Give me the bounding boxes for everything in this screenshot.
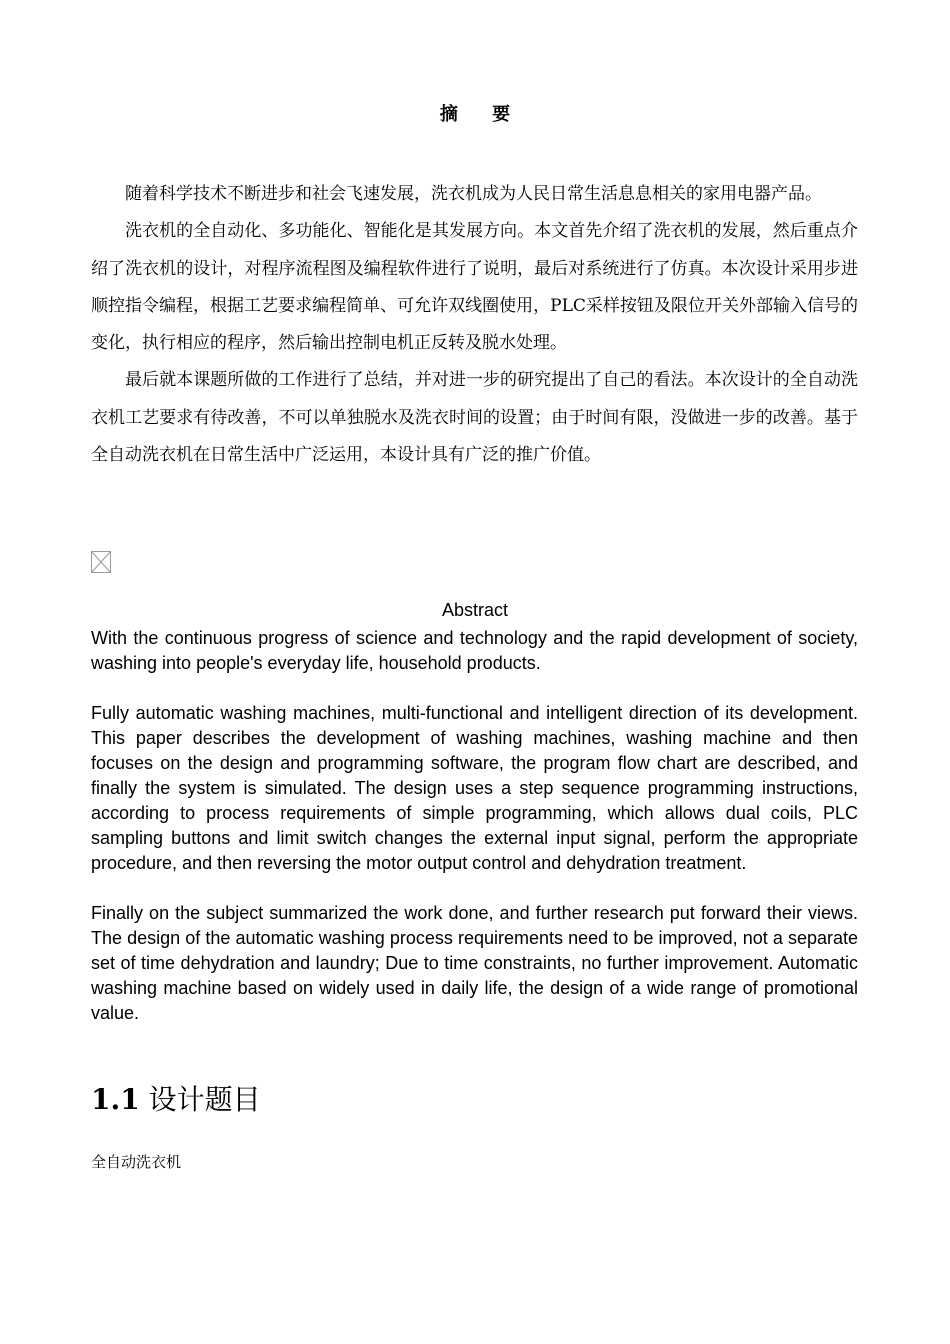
- abstract-en-body: [91, 626, 858, 1051]
- abstract-en-paragraph-1: With the continuous progress of science and technology and the rapid development of society, washing into people's everyday life, household products.: [91, 628, 858, 673]
- section-text: 全自动洗衣机: [91, 1153, 182, 1171]
- abstract-cn-title: 摘 要: [439, 104, 525, 125]
- section-title: 设计题目: [148, 1083, 261, 1116]
- abstract-en-title: Abstract: [441, 600, 509, 620]
- abstract-en-paragraph-3: Finally on the subject summarized the work done, and further research put forward their views. The design of the automatic washing process requirements need to be improved, not a separate set of time dehydration and laundry; Due to time constraints, no further improvement. Automatic washing machine based on widely used in daily life, the design of a wide range of promotional value.: [91, 903, 858, 1023]
- section-number: 1.1: [91, 1083, 140, 1116]
- abstract-cn-paragraph-2: 洗衣机的全自动化、多功能化、智能化是其发展方向。本文首先介绍了洗衣机的发展，然后重点介绍了洗衣机的设计，对程序流程图及编程软件进行了说明，最后对系统进行了仿真。本次设计采用步进顺控指令编程，根据工艺要求编程简单、可允许双线圈使用，PLC采样按钮及限位开关外部输入信号的变化，执行相应的程序，然后输出控制电机正反转及脱水处理。: [91, 221, 858, 354]
- abstract-cn-paragraph-1: 随着科学技术不断进步和社会飞速发展，洗衣机成为人民日常生活息息相关的家用电器产品。: [125, 184, 822, 204]
- abstract-en-paragraph-2: Fully automatic washing machines, multi-functional and intelligent direction of its development. This paper describes the development of washing machines, washing machine and then focuses on the design and programming software, the program flow chart are described, and finally the system is simulated. The design uses a step sequence programming instructions, according to process requirements of simple programming, which allows dual coils, PLC sampling buttons and limit switch changes the external input signal, perform the appropriate procedure, and then reversing the motor output control and dehydration treatment.: [91, 703, 858, 873]
- abstract-cn-paragraph-3: 最后就本课题所做的工作进行了总结，并对进一步的研究提出了自己的看法。本次设计的全自动洗衣机工艺要求有待改善，不可以单独脱水及洗衣时间的设置；由于时间有限，没做进一步的改善。基于全自动洗衣机在日常生活中广泛运用，本设计具有广泛的推广价值。: [91, 370, 858, 466]
- broken-image-icon: [91, 551, 111, 573]
- abstract-cn-body: [91, 176, 858, 474]
- section-heading: [91, 1080, 261, 1120]
